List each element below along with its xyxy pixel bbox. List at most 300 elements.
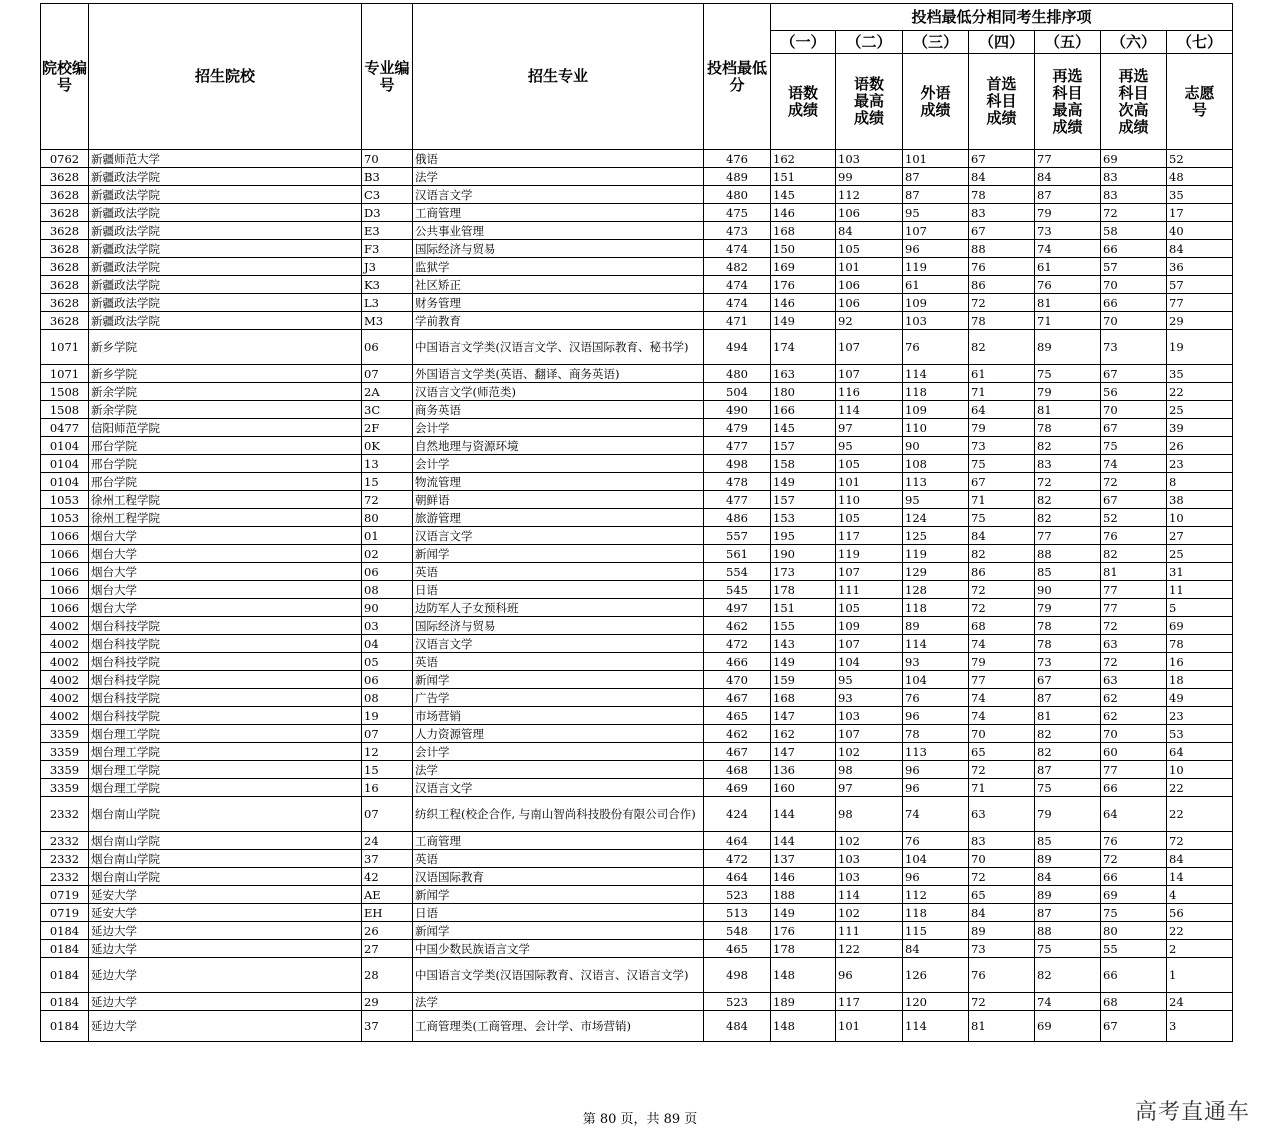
table-row [41,993,1233,1011]
cell-school-code: 0104 [41,455,89,473]
cell-school-name: 烟台科技学院 [89,707,362,725]
cell-score-2: 97 [836,779,903,797]
cell-score-1: 157 [771,437,836,455]
cell-school-code: 1053 [41,491,89,509]
cell-score-3: 95 [903,491,969,509]
cell-score-7: 52 [1167,150,1233,168]
cell-score-7: 77 [1167,294,1233,312]
table-row [41,365,1233,383]
cell-score-3: 93 [903,653,969,671]
cell-score-4: 72 [969,868,1035,886]
cell-score-4: 79 [969,419,1035,437]
cell-major-code: K3 [362,276,413,294]
cell-major-name: 工商管理类(工商管理、会计学、市场营销) [413,1011,704,1042]
cell-major-name: 新闻学 [413,886,704,904]
header-school-code: 院校编号 [41,4,89,150]
cell-school-code: 3628 [41,276,89,294]
cell-school-code: 2332 [41,832,89,850]
cell-major-name: 工商管理 [413,832,704,850]
cell-min-score: 462 [704,617,771,635]
cell-score-7: 27 [1167,527,1233,545]
cell-major-code: 07 [362,725,413,743]
cell-score-7: 69 [1167,617,1233,635]
cell-score-4: 70 [969,725,1035,743]
cell-school-code: 1053 [41,509,89,527]
cell-score-5: 79 [1035,797,1101,832]
cell-major-code: 07 [362,365,413,383]
cell-score-3: 118 [903,599,969,617]
cell-score-4: 84 [969,904,1035,922]
cell-school-name: 徐州工程学院 [89,509,362,527]
cell-score-1: 160 [771,779,836,797]
cell-score-5: 77 [1035,527,1101,545]
cell-score-4: 81 [969,1011,1035,1042]
cell-school-code: 3628 [41,186,89,204]
cell-major-code: 80 [362,509,413,527]
cell-school-name: 烟台南山学院 [89,797,362,832]
cell-score-3: 114 [903,635,969,653]
cell-score-3: 108 [903,455,969,473]
cell-major-name: 汉语言文学 [413,635,704,653]
cell-score-1: 145 [771,419,836,437]
cell-score-3: 120 [903,993,969,1011]
cell-score-4: 72 [969,993,1035,1011]
cell-score-7: 22 [1167,779,1233,797]
cell-score-2: 106 [836,294,903,312]
cell-score-4: 71 [969,491,1035,509]
cell-major-code: F3 [362,240,413,258]
cell-school-code: 3628 [41,240,89,258]
cell-score-4: 76 [969,258,1035,276]
table-body [41,150,1233,1042]
cell-min-score: 465 [704,940,771,958]
cell-score-5: 69 [1035,1011,1101,1042]
cell-score-6: 77 [1101,761,1167,779]
cell-school-name: 延边大学 [89,922,362,940]
cell-score-2: 106 [836,276,903,294]
cell-major-name: 法学 [413,993,704,1011]
cell-score-3: 103 [903,312,969,330]
cell-school-code: 0104 [41,473,89,491]
cell-score-6: 60 [1101,743,1167,761]
cell-score-6: 69 [1101,886,1167,904]
cell-school-name: 烟台大学 [89,599,362,617]
cell-score-4: 72 [969,599,1035,617]
cell-min-score: 548 [704,922,771,940]
table-row [41,401,1233,419]
cell-major-name: 旅游管理 [413,509,704,527]
cell-min-score: 486 [704,509,771,527]
cell-score-5: 75 [1035,365,1101,383]
cell-major-code: 24 [362,832,413,850]
cell-school-name: 烟台南山学院 [89,832,362,850]
cell-score-5: 87 [1035,761,1101,779]
table-row [41,725,1233,743]
cell-school-code: 0104 [41,437,89,455]
cell-score-1: 146 [771,204,836,222]
cell-score-3: 126 [903,958,969,993]
cell-score-6: 66 [1101,958,1167,993]
cell-score-1: 189 [771,993,836,1011]
cell-major-code: 08 [362,581,413,599]
cell-score-4: 89 [969,922,1035,940]
cell-score-2: 114 [836,401,903,419]
cell-score-1: 143 [771,635,836,653]
page-number: 第 80 页，共 89 页 [582,1112,698,1127]
cell-major-name: 人力资源管理 [413,725,704,743]
cell-score-5: 82 [1035,958,1101,993]
cell-score-4: 61 [969,365,1035,383]
cell-score-1: 159 [771,671,836,689]
cell-major-name: 汉语言文学(师范类) [413,383,704,401]
cell-major-name: 公共事业管理 [413,222,704,240]
cell-score-3: 112 [903,886,969,904]
cell-major-code: 2A [362,383,413,401]
cell-school-code: 0719 [41,886,89,904]
cell-school-code: 1066 [41,545,89,563]
cell-major-name: 市场营销 [413,707,704,725]
cell-score-2: 102 [836,832,903,850]
cell-major-name: 会计学 [413,743,704,761]
cell-score-7: 11 [1167,581,1233,599]
cell-major-code: 06 [362,563,413,581]
cell-score-6: 73 [1101,330,1167,365]
cell-major-code: J3 [362,258,413,276]
cell-school-name: 新疆政法学院 [89,258,362,276]
cell-major-code: 06 [362,330,413,365]
cell-score-2: 98 [836,761,903,779]
cell-score-4: 77 [969,671,1035,689]
cell-score-6: 72 [1101,617,1167,635]
cell-school-name: 烟台理工学院 [89,779,362,797]
cell-score-6: 70 [1101,401,1167,419]
cell-score-7: 78 [1167,635,1233,653]
cell-major-name: 日语 [413,581,704,599]
cell-score-2: 95 [836,671,903,689]
header-school-name: 招生院校 [89,4,362,150]
cell-score-3: 114 [903,365,969,383]
table-row [41,886,1233,904]
cell-major-name: 商务英语 [413,401,704,419]
cell-school-name: 新疆政法学院 [89,168,362,186]
cell-min-score: 467 [704,743,771,761]
cell-score-3: 96 [903,761,969,779]
cell-score-5: 75 [1035,779,1101,797]
cell-score-3: 119 [903,545,969,563]
cell-min-score: 482 [704,258,771,276]
cell-school-code: 4002 [41,689,89,707]
cell-score-5: 71 [1035,312,1101,330]
cell-score-2: 93 [836,689,903,707]
header-tiebreak-name: 志愿号 [1167,54,1233,150]
cell-score-1: 176 [771,922,836,940]
cell-major-code: 3C [362,401,413,419]
cell-major-name: 会计学 [413,455,704,473]
cell-score-5: 87 [1035,186,1101,204]
cell-score-6: 70 [1101,725,1167,743]
cell-major-name: 英语 [413,653,704,671]
cell-school-code: 2332 [41,868,89,886]
cell-score-4: 86 [969,276,1035,294]
cell-score-1: 180 [771,383,836,401]
cell-major-code: 72 [362,491,413,509]
header-tiebreak-name: 再选科目最高成绩 [1035,54,1101,150]
cell-score-2: 96 [836,958,903,993]
cell-major-code: AE [362,886,413,904]
cell-score-3: 96 [903,868,969,886]
cell-score-1: 136 [771,761,836,779]
cell-score-1: 157 [771,491,836,509]
cell-school-code: 4002 [41,707,89,725]
cell-min-score: 475 [704,204,771,222]
cell-score-7: 48 [1167,168,1233,186]
cell-score-6: 67 [1101,1011,1167,1042]
cell-school-code: 3359 [41,761,89,779]
cell-score-1: 147 [771,707,836,725]
cell-school-code: 1071 [41,330,89,365]
cell-major-name: 国际经济与贸易 [413,617,704,635]
header-major-code: 专业编号 [362,4,413,150]
header-tiebreak-index: （四） [969,31,1035,54]
cell-score-1: 153 [771,509,836,527]
cell-score-5: 82 [1035,437,1101,455]
cell-min-score: 561 [704,545,771,563]
cell-school-name: 邢台学院 [89,455,362,473]
cell-score-4: 74 [969,635,1035,653]
cell-major-code: 0K [362,437,413,455]
cell-score-4: 67 [969,150,1035,168]
cell-school-code: 1066 [41,527,89,545]
cell-major-code: D3 [362,204,413,222]
cell-min-score: 504 [704,383,771,401]
table-row [41,312,1233,330]
cell-score-1: 158 [771,455,836,473]
cell-major-code: 90 [362,599,413,617]
cell-score-7: 40 [1167,222,1233,240]
cell-score-7: 14 [1167,868,1233,886]
cell-major-code: 29 [362,993,413,1011]
cell-school-code: 0184 [41,993,89,1011]
cell-min-score: 513 [704,904,771,922]
cell-score-5: 89 [1035,886,1101,904]
cell-score-7: 38 [1167,491,1233,509]
admission-table [40,3,1233,1042]
table-row [41,850,1233,868]
cell-score-6: 66 [1101,868,1167,886]
cell-major-name: 新闻学 [413,671,704,689]
cell-school-name: 邢台学院 [89,473,362,491]
table-row [41,671,1233,689]
cell-score-2: 119 [836,545,903,563]
cell-school-name: 延边大学 [89,993,362,1011]
cell-school-name: 新疆政法学院 [89,312,362,330]
cell-major-code: 37 [362,850,413,868]
cell-score-5: 84 [1035,168,1101,186]
table-row [41,904,1233,922]
table-row [41,545,1233,563]
cell-school-name: 新疆政法学院 [89,222,362,240]
cell-score-5: 78 [1035,635,1101,653]
cell-score-7: 72 [1167,832,1233,850]
cell-min-score: 464 [704,832,771,850]
cell-score-2: 110 [836,491,903,509]
cell-score-2: 112 [836,186,903,204]
header-tiebreak-name: 再选科目次高成绩 [1101,54,1167,150]
cell-school-code: 0477 [41,419,89,437]
cell-score-7: 35 [1167,186,1233,204]
table-row [41,797,1233,832]
cell-min-score: 554 [704,563,771,581]
cell-score-3: 90 [903,437,969,455]
cell-score-3: 96 [903,779,969,797]
cell-major-code: 15 [362,761,413,779]
cell-score-3: 125 [903,527,969,545]
table-row [41,581,1233,599]
table-row [41,527,1233,545]
cell-score-1: 149 [771,904,836,922]
cell-score-2: 107 [836,330,903,365]
header-tiebreak-index: （五） [1035,31,1101,54]
cell-score-3: 89 [903,617,969,635]
cell-major-name: 中国语言文学类(汉语国际教育、汉语言、汉语言文学) [413,958,704,993]
cell-major-code: 26 [362,922,413,940]
cell-score-5: 79 [1035,383,1101,401]
cell-score-7: 29 [1167,312,1233,330]
cell-school-name: 烟台南山学院 [89,850,362,868]
cell-score-7: 25 [1167,401,1233,419]
cell-score-7: 10 [1167,509,1233,527]
table-row [41,455,1233,473]
cell-min-score: 490 [704,401,771,419]
cell-score-2: 105 [836,509,903,527]
cell-score-4: 65 [969,743,1035,761]
cell-score-6: 72 [1101,204,1167,222]
cell-min-score: 494 [704,330,771,365]
table-row [41,779,1233,797]
cell-major-code: EH [362,904,413,922]
cell-score-2: 97 [836,419,903,437]
cell-score-6: 70 [1101,276,1167,294]
cell-score-6: 52 [1101,509,1167,527]
cell-score-3: 76 [903,689,969,707]
cell-score-7: 22 [1167,922,1233,940]
cell-score-3: 128 [903,581,969,599]
table-row [41,437,1233,455]
cell-score-4: 83 [969,832,1035,850]
table-row [41,599,1233,617]
cell-score-4: 74 [969,707,1035,725]
cell-score-1: 169 [771,258,836,276]
cell-school-name: 烟台理工学院 [89,761,362,779]
cell-score-3: 78 [903,725,969,743]
cell-score-5: 90 [1035,581,1101,599]
cell-score-6: 63 [1101,635,1167,653]
cell-score-7: 57 [1167,276,1233,294]
cell-score-3: 118 [903,383,969,401]
cell-score-2: 107 [836,635,903,653]
cell-score-5: 78 [1035,419,1101,437]
cell-major-code: 28 [362,958,413,993]
cell-score-6: 56 [1101,383,1167,401]
table-row [41,922,1233,940]
cell-min-score: 472 [704,850,771,868]
header-min-score: 投档最低分 [704,4,771,150]
cell-score-2: 107 [836,563,903,581]
cell-score-1: 144 [771,832,836,850]
cell-score-1: 174 [771,330,836,365]
cell-score-7: 1 [1167,958,1233,993]
cell-school-name: 烟台科技学院 [89,653,362,671]
cell-school-name: 烟台科技学院 [89,635,362,653]
cell-score-6: 74 [1101,455,1167,473]
cell-score-1: 168 [771,222,836,240]
table-row [41,240,1233,258]
cell-score-6: 66 [1101,240,1167,258]
cell-school-code: 3628 [41,294,89,312]
table-row [41,509,1233,527]
cell-score-7: 10 [1167,761,1233,779]
cell-score-1: 188 [771,886,836,904]
cell-score-7: 64 [1167,743,1233,761]
cell-score-6: 66 [1101,294,1167,312]
cell-score-2: 101 [836,473,903,491]
header-tiebreak-index: （六） [1101,31,1167,54]
cell-score-2: 116 [836,383,903,401]
cell-min-score: 523 [704,886,771,904]
watermark-logo: 高考直通车 [1134,1100,1250,1125]
cell-score-2: 117 [836,527,903,545]
cell-min-score: 473 [704,222,771,240]
cell-min-score: 480 [704,186,771,204]
cell-major-name: 法学 [413,168,704,186]
cell-min-score: 468 [704,761,771,779]
cell-score-1: 163 [771,365,836,383]
cell-score-3: 61 [903,276,969,294]
cell-score-6: 68 [1101,993,1167,1011]
cell-min-score: 467 [704,689,771,707]
cell-score-4: 67 [969,222,1035,240]
cell-score-7: 8 [1167,473,1233,491]
cell-score-3: 87 [903,186,969,204]
cell-score-5: 88 [1035,922,1101,940]
cell-score-1: 137 [771,850,836,868]
header-tiebreak-index: （二） [836,31,903,54]
cell-score-3: 119 [903,258,969,276]
cell-score-4: 88 [969,240,1035,258]
cell-score-7: 36 [1167,258,1233,276]
cell-score-4: 79 [969,653,1035,671]
cell-score-1: 173 [771,563,836,581]
cell-major-code: C3 [362,186,413,204]
cell-school-name: 新疆政法学院 [89,276,362,294]
cell-score-2: 105 [836,455,903,473]
cell-score-4: 73 [969,437,1035,455]
cell-school-name: 烟台南山学院 [89,868,362,886]
header-tiebreak-index: （一） [771,31,836,54]
cell-score-3: 84 [903,940,969,958]
cell-score-5: 76 [1035,276,1101,294]
cell-min-score: 476 [704,150,771,168]
cell-score-6: 58 [1101,222,1167,240]
cell-major-code: 16 [362,779,413,797]
cell-score-6: 75 [1101,904,1167,922]
cell-score-6: 66 [1101,779,1167,797]
cell-score-3: 113 [903,743,969,761]
cell-score-7: 56 [1167,904,1233,922]
cell-min-score: 477 [704,437,771,455]
cell-score-6: 67 [1101,419,1167,437]
cell-score-4: 74 [969,689,1035,707]
